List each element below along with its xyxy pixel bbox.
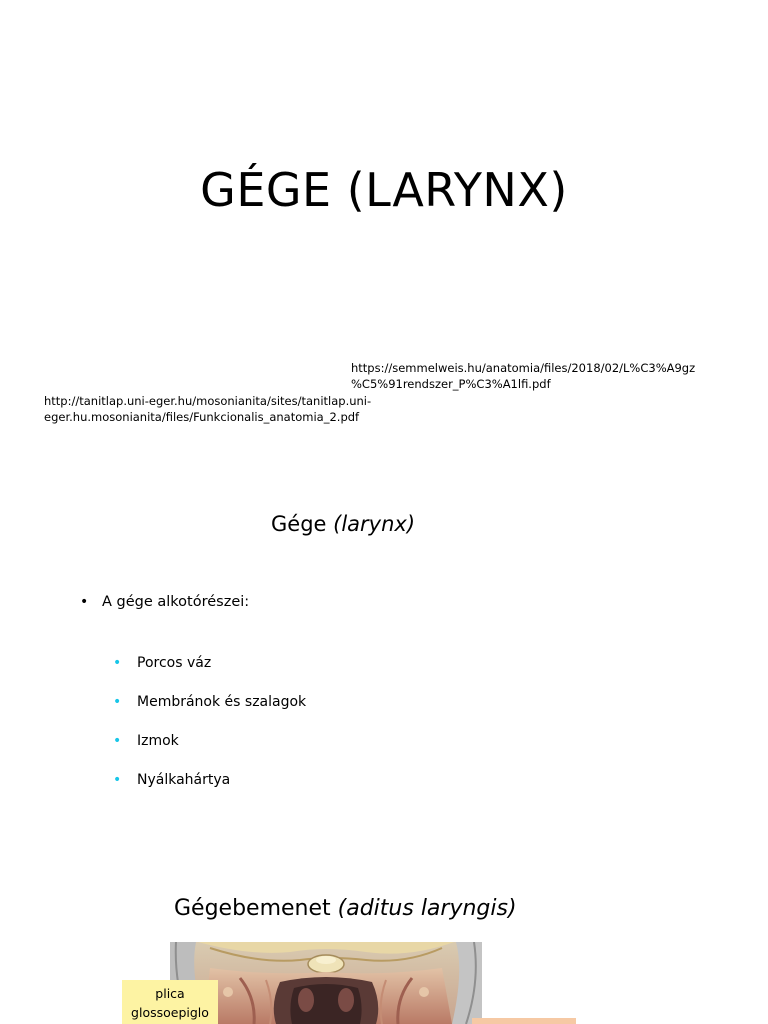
source-link-tanitlap-line2[interactable]: eger.hu.mosonianita/files/Funkcionalis_anatomia_2.pdf	[44, 410, 360, 424]
source-link-tanitlap[interactable]	[44, 393, 404, 425]
source-link-semmelweis-line2[interactable]: %C5%91rendszer_P%C3%A1lfi.pdf	[351, 377, 551, 391]
sub-item-text: Nyálkahártya	[137, 772, 231, 788]
sub-item	[113, 772, 230, 788]
sub-item-text: Izmok	[137, 733, 179, 749]
source-link-tanitlap-line1[interactable]: http://tanitlap.uni-eger.hu/mosonianita/sites/tanitlap.uni-	[44, 394, 372, 408]
slide-heading-larynx-italic: (larynx)	[333, 512, 416, 536]
sub-bullet-marker: •	[113, 694, 122, 710]
sub-bullet-marker: •	[113, 655, 122, 671]
label-line2: glossoepiglo	[131, 1005, 209, 1020]
sub-bullet-marker: •	[113, 733, 122, 749]
bullet-main-text: A gége alkotórészei:	[102, 594, 250, 610]
sub-item-text: Porcos váz	[137, 655, 212, 671]
label-plica-glossoepiglottica	[122, 980, 218, 1024]
label-box-orange	[472, 1018, 576, 1024]
sub-item	[113, 733, 179, 749]
source-link-semmelweis[interactable]	[351, 360, 731, 392]
label-line1: plica	[155, 986, 185, 1001]
slide-heading-larynx-plain: Gége	[271, 512, 334, 536]
sub-item-text: Membránok és szalagok	[137, 694, 307, 710]
slide-heading-aditus-plain: Gégebemenet	[174, 896, 338, 921]
sub-bullet-marker: •	[113, 772, 122, 788]
slide-heading-aditus	[174, 896, 517, 921]
bullet-marker: •	[80, 594, 89, 610]
slide-heading-aditus-italic: (aditus laryngis)	[337, 896, 517, 921]
bullet-main	[80, 594, 249, 610]
sub-item	[113, 694, 306, 710]
source-link-semmelweis-line1[interactable]: https://semmelweis.hu/anatomia/files/2018/02/L%C3%A9gz	[351, 361, 696, 375]
page-title: GÉGE (LARYNX)	[200, 163, 568, 217]
slide-heading-larynx	[271, 512, 415, 536]
sub-item	[113, 655, 211, 671]
